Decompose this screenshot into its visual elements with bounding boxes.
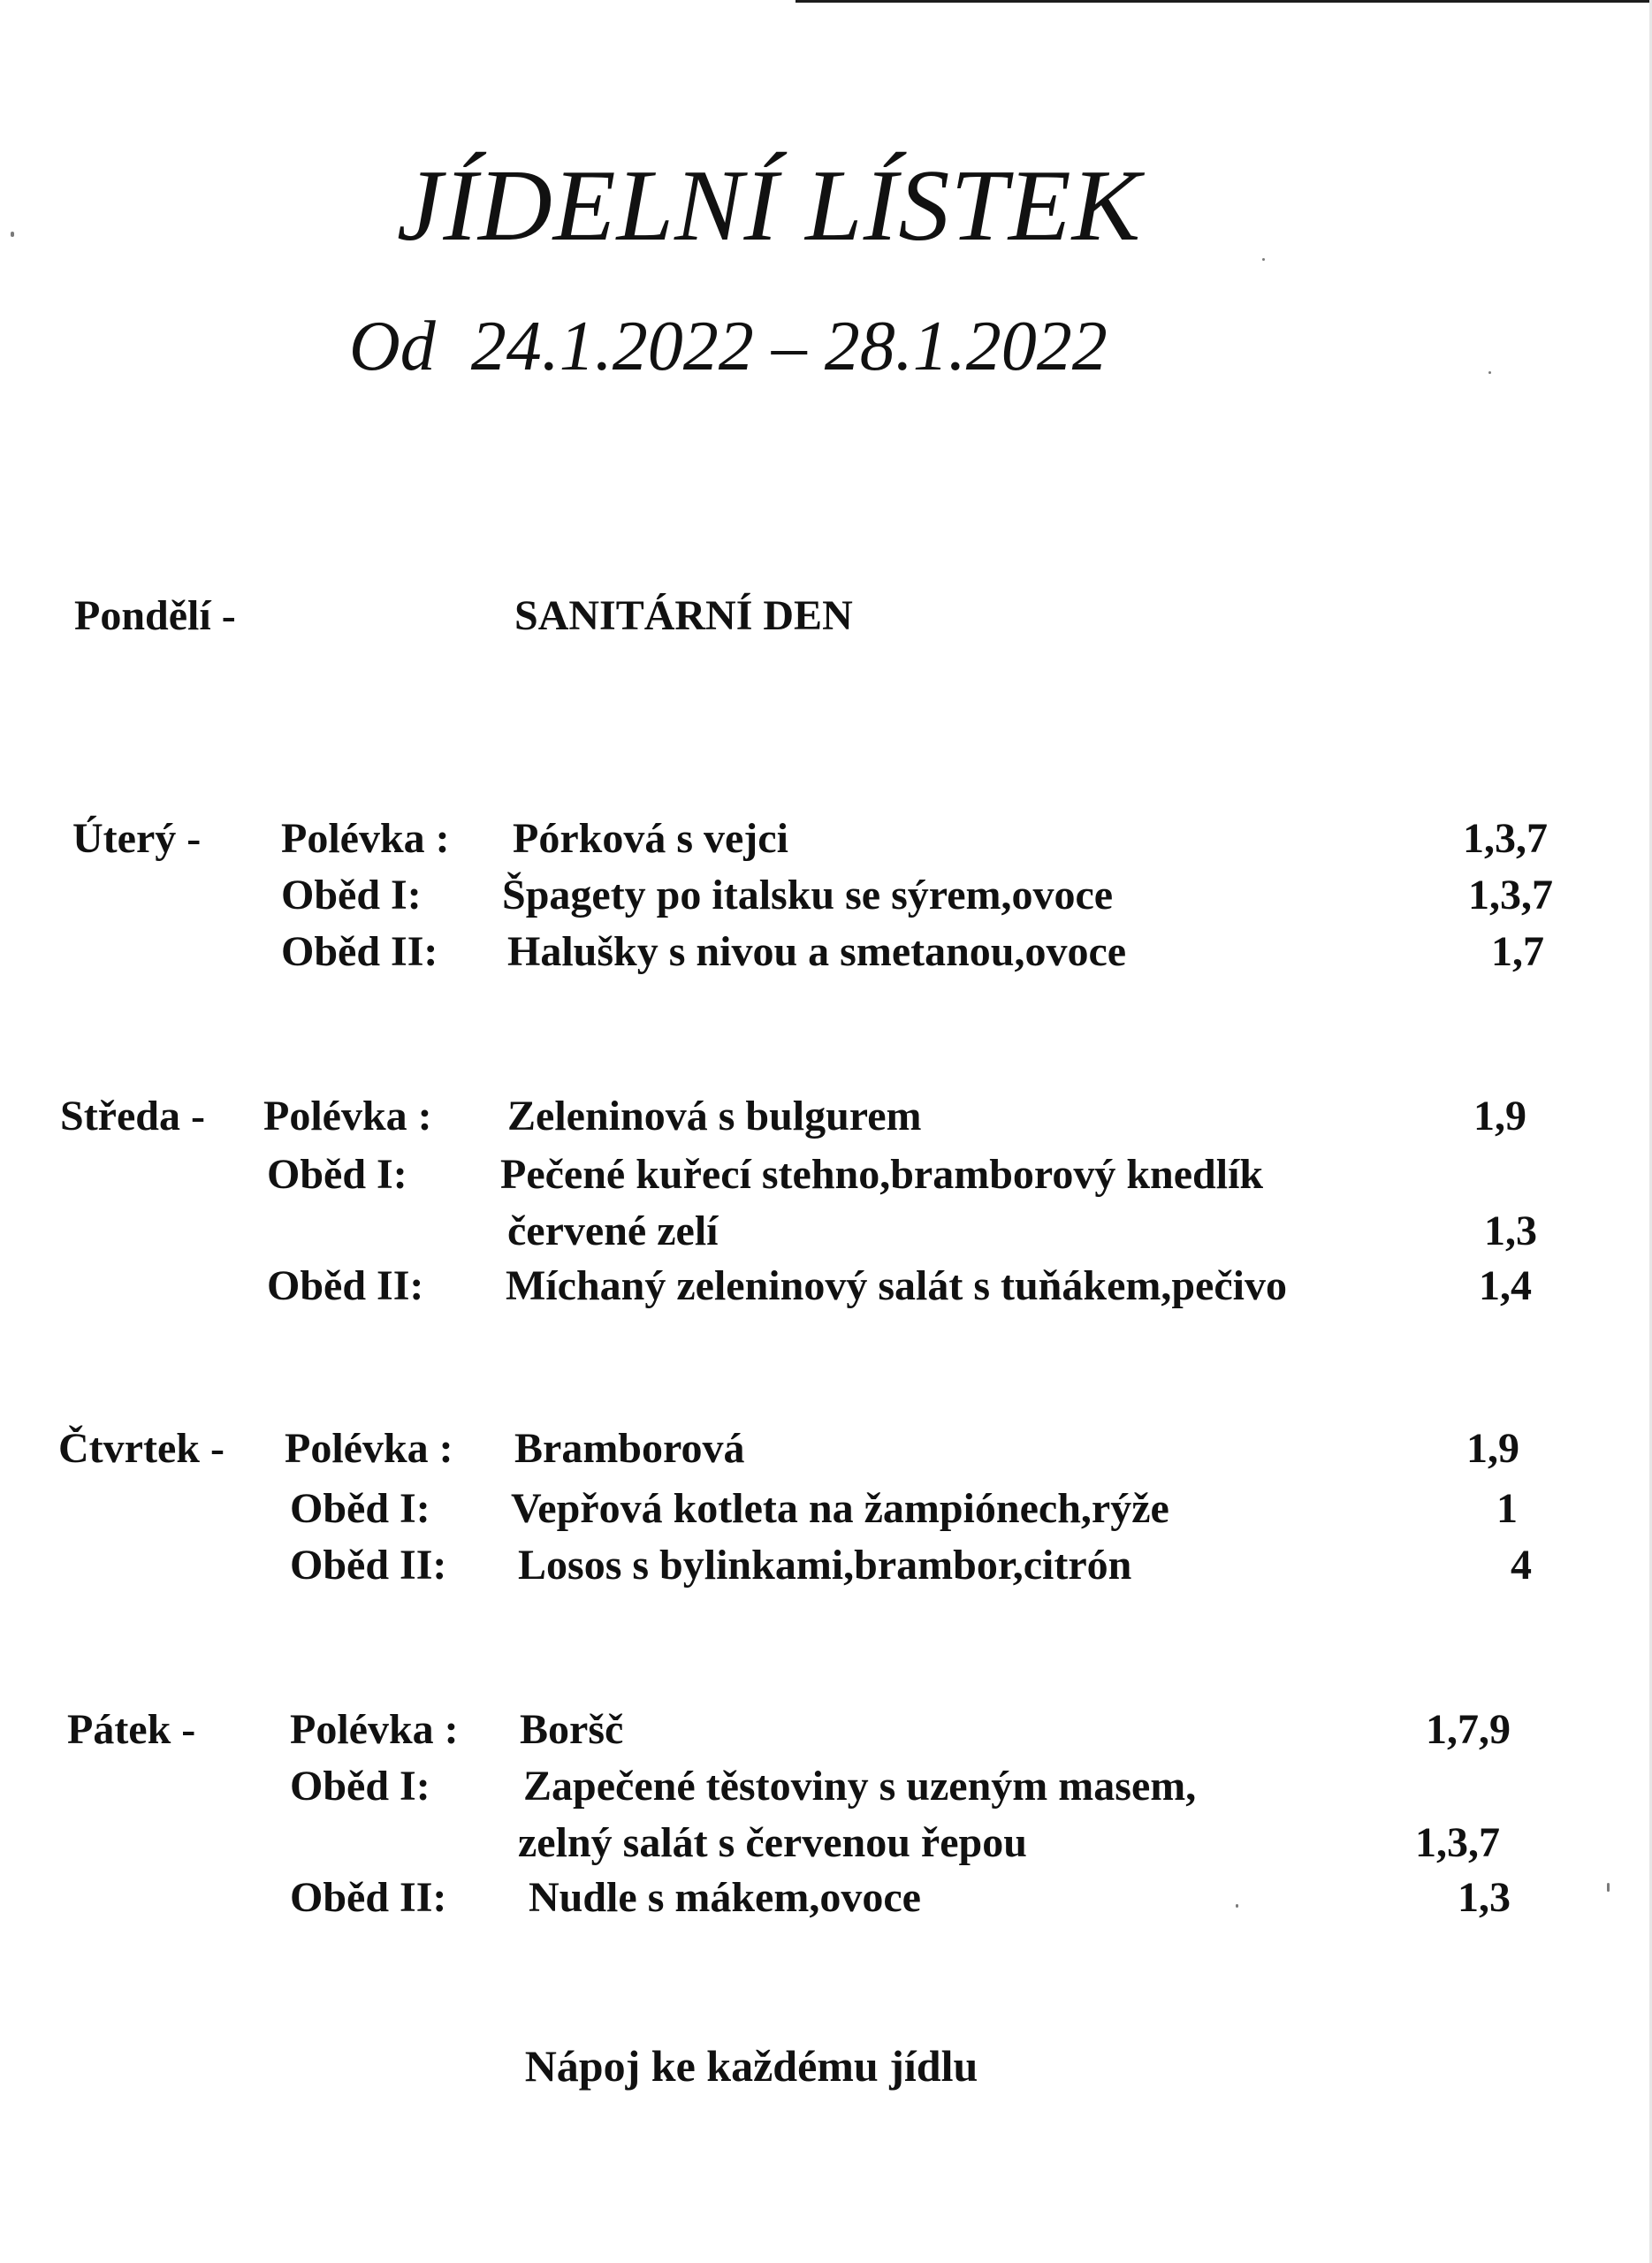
thursday-soup-row <box>0 1421 1652 1476</box>
wednesday-soup-row <box>0 1089 1652 1144</box>
friday-soup-row <box>0 1703 1652 1757</box>
allergen-codes: 1,3 <box>1484 1208 1537 1254</box>
course-label: Oběd II: <box>267 1262 424 1309</box>
dish-name: Zeleninová s bulgurem <box>507 1093 922 1139</box>
friday-lunch1-row <box>0 1759 1652 1814</box>
scan-speck <box>1262 258 1265 261</box>
allergen-codes: 1,3,7 <box>1415 1819 1500 1866</box>
scan-edge-top <box>796 0 1652 3</box>
day-label-monday: Pondělí - <box>74 592 236 639</box>
menu-title: JÍDELNÍ LÍSTEK <box>396 149 1142 263</box>
course-label: Polévka : <box>285 1425 453 1472</box>
wednesday-lunch2-row <box>0 1259 1652 1314</box>
wednesday-lunch1-row <box>0 1147 1652 1202</box>
tuesday-lunch1-row <box>0 868 1652 923</box>
course-label: Oběd II: <box>281 928 438 975</box>
tuesday-soup-row <box>0 811 1652 866</box>
dish-name: Zapečené těstoviny s uzeným masem, <box>523 1763 1197 1810</box>
allergen-codes: 1,7 <box>1491 928 1544 975</box>
allergen-codes: 1,7,9 <box>1426 1706 1511 1753</box>
dish-name: Míchaný zeleninový salát s tuňákem,pečivo <box>506 1262 1287 1309</box>
scan-speck <box>1236 1904 1238 1908</box>
day-label-tuesday: Úterý - <box>72 815 202 862</box>
scan-speck <box>1488 371 1491 374</box>
allergen-codes: 1,9 <box>1466 1425 1519 1472</box>
allergen-codes: 4 <box>1511 1542 1532 1589</box>
course-label: Polévka : <box>290 1706 459 1753</box>
dish-name: Boršč <box>520 1706 624 1753</box>
dish-name: Bramborová <box>514 1425 745 1472</box>
monday-special: SANITÁRNÍ DEN <box>514 592 853 639</box>
dish-name: Pečené kuřecí stehno,bramborový knedlík <box>500 1151 1264 1198</box>
dish-name: Halušky s nivou a smetanou,ovoce <box>507 928 1127 975</box>
allergen-codes: 1 <box>1496 1485 1518 1532</box>
dish-name: Losos s bylinkami,brambor,citrón <box>518 1542 1132 1589</box>
course-label: Polévka : <box>263 1093 432 1139</box>
friday-lunch1-cont-row <box>0 1816 1652 1871</box>
course-label: Oběd I: <box>267 1151 407 1198</box>
course-label: Polévka : <box>281 815 450 862</box>
day-label-thursday: Čtvrtek - <box>58 1425 225 1472</box>
course-label: Oběd I: <box>290 1763 430 1810</box>
scan-speck <box>11 232 14 237</box>
dish-name: Nudle s mákem,ovoce <box>529 1874 921 1921</box>
day-label-wednesday: Středa - <box>60 1093 205 1139</box>
thursday-lunch1-row <box>0 1482 1652 1536</box>
dish-name-continued: červené zelí <box>507 1208 719 1254</box>
allergen-codes: 1,3 <box>1458 1874 1511 1921</box>
allergen-codes: 1,3,7 <box>1463 815 1548 862</box>
course-label: Oběd I: <box>290 1485 430 1532</box>
dish-name: Pórková s vejci <box>513 815 788 862</box>
allergen-codes: 1,4 <box>1479 1262 1532 1309</box>
day-label-friday: Pátek - <box>67 1706 196 1753</box>
course-label: Oběd II: <box>290 1874 447 1921</box>
course-label: Oběd I: <box>281 872 422 918</box>
monday-row <box>0 589 1652 644</box>
course-label: Oběd II: <box>290 1542 447 1589</box>
scan-speck <box>1607 1883 1610 1892</box>
footer-note: Nápoj ke každému jídlu <box>524 2041 978 2091</box>
date-range: Od 24.1.2022 – 28.1.2022 <box>349 308 1108 385</box>
friday-lunch2-row <box>0 1871 1652 1925</box>
dish-name: Špagety po italsku se sýrem,ovoce <box>502 872 1114 918</box>
dish-name: Vepřová kotleta na žampiónech,rýže <box>511 1485 1169 1532</box>
wednesday-lunch1-cont-row <box>0 1204 1652 1259</box>
allergen-codes: 1,9 <box>1473 1093 1526 1139</box>
thursday-lunch2-row <box>0 1538 1652 1593</box>
tuesday-lunch2-row <box>0 925 1652 979</box>
dish-name-continued: zelný salát s červenou řepou <box>518 1819 1027 1866</box>
allergen-codes: 1,3,7 <box>1468 872 1553 918</box>
